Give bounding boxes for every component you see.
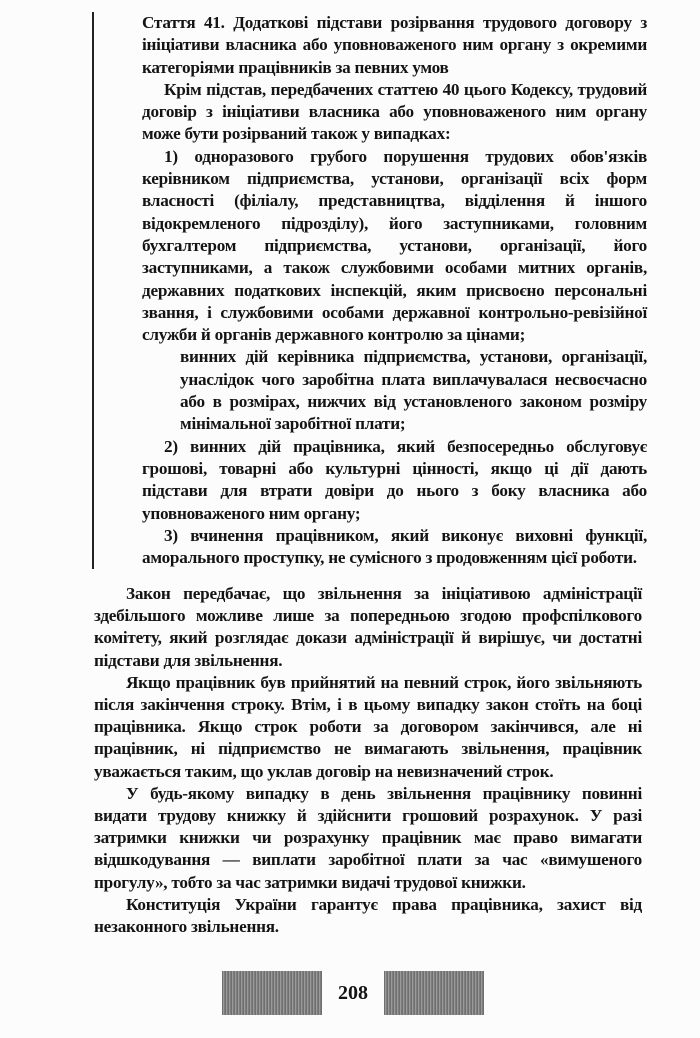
body-text [94,583,642,938]
page-footer [222,970,484,1016]
article-excerpt [92,12,647,569]
article-item-1: 1) одноразового грубого порушення трудових обов'язків керівником підприємства, установи, організації всіх форм власності (філіалу, представництва, відділення й іншого відокремленого підрозділу), його заступниками, головним бухгалтером підприємства, установи, організації, його заступниками, а також службовими особами митних органів, державних податкових інспекцій, яким присвоєно персональні звання, і службовими особами державної контрольно-ревізійної служби й органів державного контролю за цінами; [142,146,647,345]
article-heading [142,12,647,79]
article-title: Додаткові підстави розірвання трудового договору з ініціативи власника або уповноваженого ним органу з окремими категоріями працівників за певних умов [142,13,648,77]
paragraph-4: Конституція України гарантує права працівника, захист від незаконного звільнення. [94,894,642,937]
article-number: Стаття 41. [142,13,225,32]
paragraph-3: У будь-якому випадку в день звільнення працівнику повинні видати трудову книжку й здійснити грошовий розрахунок. У разі затримки книжки чи розрахунку працівник має право вимагати відшкодування — виплати заробітної плати за час «вимушеного прогулу», тобто за час затримки видачі трудової книжки. [94,783,642,892]
paragraph-2: Якщо працівник був прийнятий на певний строк, його звільняють після закінчення строку. Втім, і в цьому випадку закон стоїть на боці працівника. Якщо строк роботи за договором закінчився, але ні працівник, ні підприємство не вимагають звільнення, працівник уважається таким, що уклав договір на невизначений строк. [94,672,642,781]
footer-bar-right [384,971,484,1015]
footer-bar-left [222,971,322,1015]
article-item-2: 2) винних дій працівника, який безпосередньо обслуговує грошові, товарні або культурні цінності, якщо ці дії дають підстави для втрати довіри до нього з боку власника або уповноваженого ним органу; [142,436,647,523]
paragraph-1: Закон передбачає, що звільнення за ініціативою адміністрації здебільшого можливе лише за попередньою згодою профспілкового комітету, який розглядає докази адміністрації й вирішує, чи достатні підстави для звільнення. [94,584,642,670]
article-item-1a: винних дій керівника підприємства, установи, організації, унаслідок чого заробітна плата виплачувалася несвоєчасно або в розмірах, нижчих від установленого законом розміру мінімальної заробітної плати; [180,347,647,434]
page-number: 208 [338,981,368,1004]
article-item-3: 3) вчинення працівником, який виконує виховні функції, аморального проступку, не сумісного з продовженням цієї роботи. [142,525,647,568]
article-intro: Крім підстав, передбачених статтею 40 цього Кодексу, трудовий договір з ініціативи власника або уповноваженого ним органу може бути розірваний також у випадках: [142,79,647,144]
